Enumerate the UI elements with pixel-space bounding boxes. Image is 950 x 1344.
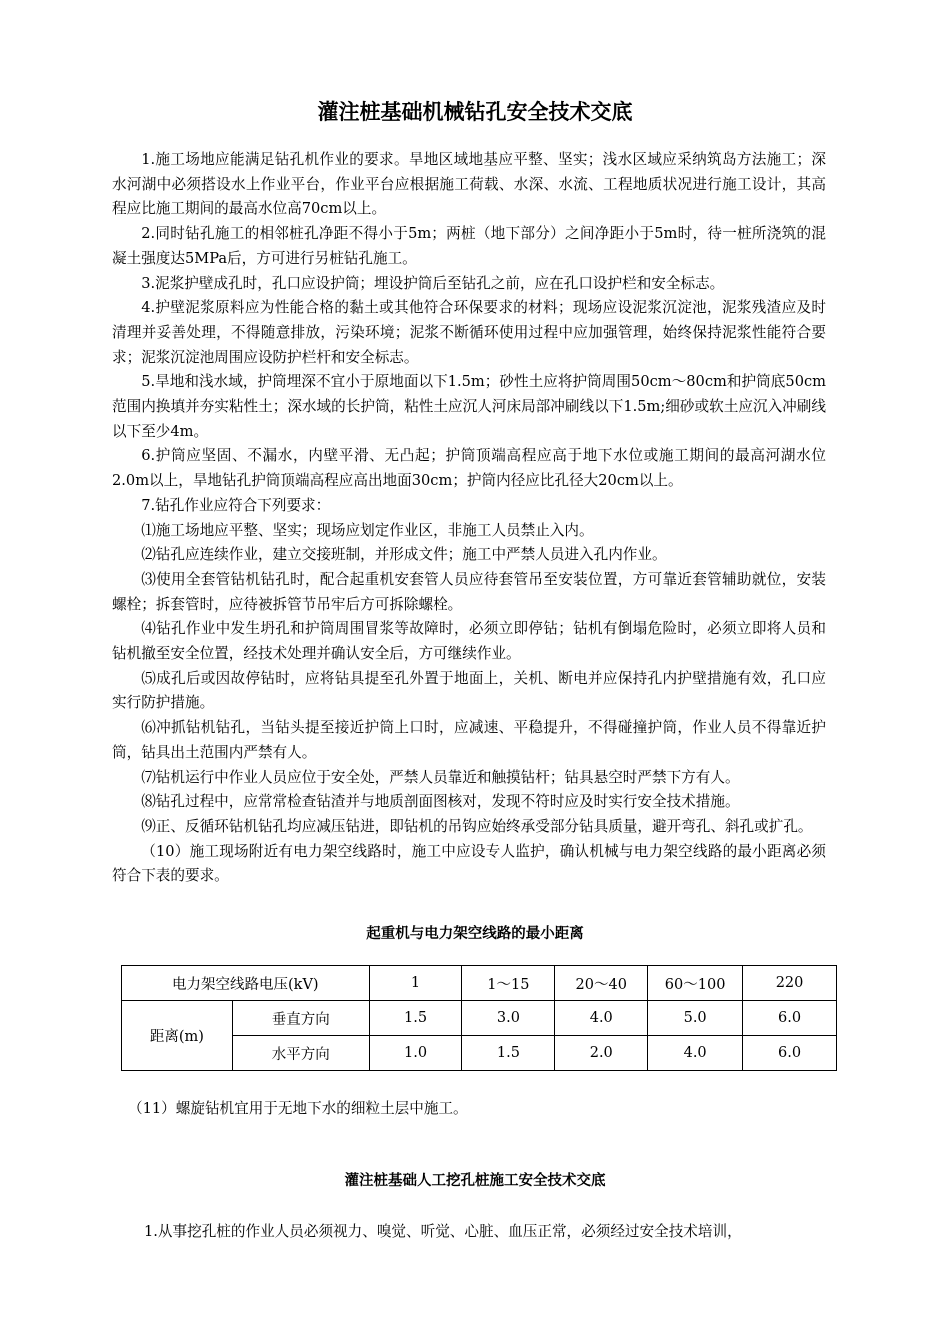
table-cell: 1.5 xyxy=(462,1036,555,1071)
document-title: 灌注桩基础机械钻孔安全技术交底 xyxy=(317,100,633,124)
table-cell: 220 xyxy=(743,966,837,1001)
paragraph: 1.施工场地应能满足钻孔机作业的要求。旱地区域地基应平整、坚实；浅水区域应采纳筑岛方法施工；深水河湖中必须搭设水上作业平台，作业平台应根据施工荷载、水深、水流、工程地质状况进行施工设计，其高程应比施工期间的最高水位高70cm以上。 xyxy=(112,151,826,218)
section-paragraph: 1.从事挖孔桩的作业人员必须视力、嗅觉、听觉、心脏、血压正常，必须经过安全技术培训， xyxy=(144,1223,742,1240)
paragraph: ⑹冲抓钻机钻孔，当钻头提至接近护筒上口时，应减速、平稳提升，不得碰撞护筒，作业人员不得靠近护筒，钻具出土范围内严禁有人。 xyxy=(112,719,826,761)
table-cell: 1～15 xyxy=(462,966,555,1001)
document-body xyxy=(112,148,826,889)
paragraph: ⑷钻孔作业中发生坍孔和护筒周围冒浆等故障时，必须立即停钻；钻机有倒塌危险时，必须立即将人员和钻机撤至安全位置，经技术处理并确认安全后，方可继续作业。 xyxy=(112,620,826,663)
row-group-label: 距离(m) xyxy=(122,1001,233,1071)
table-cell: 1.5 xyxy=(369,1001,462,1036)
paragraph: 5.旱地和浅水域，护筒埋深不宜小于原地面以下1.5m；砂性土应将护筒周围50cm～80cm和护筒底50cm范围内换填并夯实粘性土；深水域的长护筒，粘性土应沉人河床局部冲刷线以下1.5m;细砂或软土应沉入冲刷线以下至少4m。 xyxy=(112,373,826,440)
paragraph: 7.钻孔作业应符合下列要求： xyxy=(141,496,331,514)
paragraph: ⑸成孔后或因故停钻时，应将钻具提至孔外置于地面上，关机、断电并应保持孔内护壁措施有效，孔口应实行防护措施。 xyxy=(112,669,826,712)
table-cell: 3.0 xyxy=(462,1001,555,1036)
paragraph: ⑼正、反循环钻机钻孔均应减压钻进，即钻机的吊钩应始终承受部分钻具质量，避开弯孔、斜孔或扩孔。 xyxy=(141,817,813,835)
table-cell: 1.0 xyxy=(369,1036,462,1071)
table-title: 起重机与电力架空线路的最小距离 xyxy=(366,926,584,942)
paragraph: ⑺钻机运行中作业人员应位于安全处，严禁人员靠近和触摸钻杆；钻具悬空时严禁下方有人。 xyxy=(141,768,740,786)
table-cell: 4.0 xyxy=(555,1001,648,1036)
paragraph: 2.同时钻孔施工的相邻桩孔净距不得小于5m；两桩（地下部分）之间净距小于5m时，待一桩所浇筑的混凝土强度达5MPa后，方可进行另桩钻孔施工。 xyxy=(112,225,826,267)
paragraph: 4.护壁泥浆原料应为性能合格的黏土或其他符合环保要求的材料；现场应设泥浆沉淀池，泥浆残渣应及时清理并妥善处理，不得随意排放，污染环境；泥浆不断循环使用过程中应加强管理，始终保持泥浆性能符合要求；泥浆沉淀池周围应设防护栏杆和安全标志。 xyxy=(112,299,826,366)
paragraph: ⑶使用全套管钻机钻孔时，配合起重机安套管人员应待套管吊至安装位置，方可靠近套管辅助就位，安装螺栓；拆套管时，应待被拆管节吊牢后方可拆除螺栓。 xyxy=(112,570,826,613)
paragraph: ⑻钻孔过程中，应常常检查钻渣并与地质剖面图核对，发现不符时应及时实行安全技术措施。 xyxy=(141,793,740,811)
table-row xyxy=(122,1001,837,1036)
row-label: 垂直方向 xyxy=(232,1001,369,1036)
distance-table xyxy=(121,965,837,1071)
paragraph: ⑵钻孔应连续作业，建立交接班制，并形成文件；施工中严禁人员进入孔内作业。 xyxy=(141,546,667,564)
section-title: 灌注桩基础人工挖孔桩施工安全技术交底 xyxy=(344,1173,606,1189)
table-cell: 4.0 xyxy=(648,1036,743,1071)
table-cell: 6.0 xyxy=(743,1036,837,1071)
table-cell: 5.0 xyxy=(648,1001,743,1036)
paragraph: 6.护筒应坚固、不漏水，内壁平滑、无凸起；护筒顶端高程应高于地下水位或施工期间的最高河湖水位2.0m以上，旱地钻孔护筒顶端高程应高出地面30cm；护筒内径应比孔径大20cm以上。 xyxy=(112,447,826,490)
paragraph-after-table: （11）螺旋钻机宜用于无地下水的细粒土层中施工。 xyxy=(128,1100,468,1117)
table-cell: 1 xyxy=(369,966,462,1001)
table-cell: 20～40 xyxy=(555,966,648,1001)
paragraph: 3.泥浆护壁成孔时，孔口应设护筒；埋设护筒后至钻孔之前，应在孔口设护栏和安全标志。 xyxy=(141,274,725,292)
paragraph: ⑴施工场地应平整、坚实；现场应划定作业区，非施工人员禁止入内。 xyxy=(141,521,594,539)
row-label: 水平方向 xyxy=(232,1036,369,1071)
table-header-row xyxy=(122,966,837,1001)
table-cell: 60～100 xyxy=(648,966,743,1001)
table-cell: 2.0 xyxy=(555,1036,648,1071)
table-cell: 6.0 xyxy=(743,1001,837,1036)
table-header-label: 电力架空线路电压(kV) xyxy=(122,966,370,1001)
paragraph: （10）施工现场附近有电力架空线路时，施工中应设专人监护，确认机械与电力架空线路的最小距离必须符合下表的要求。 xyxy=(112,842,826,885)
